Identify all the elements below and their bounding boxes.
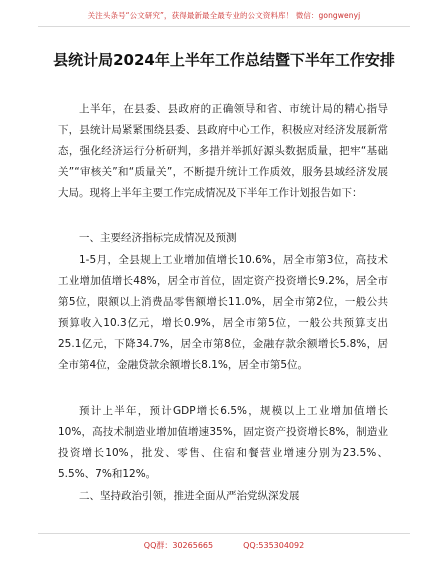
header-banner: 关注头条号“公文研究”，获得最新最全最专业的公文资料库！ 微信：gongwenyj [87,11,361,20]
section-heading-2: 二、坚持政治引领，推进全面从严治党纵深发展 [79,490,300,502]
document-title: 县统计局2024年上半年工作总结暨下半年工作安排 [53,51,395,69]
intro-paragraph: 上半年，在县委、县政府的正确领导和省、市统计局的精心指导下，县统计局紧紧围绕县委、县政府中心工作，积极应对经济发展新常态，强化经济运行分析研判，多措并举抓好源头数据质量，把牢“基础关”“审核关”和“质量关”，不断提升统计工作质效，服务县域经济发展大局。现将上半年主要工作完成情况及下半年工作计划报告如下： [58,103,388,199]
footer-qq-number: QQ:535304092 [243,541,305,550]
forecast-paragraph: 预计上半年，预计GDP增长6.5%，规模以上工业增加值增长10%，高技术制造业增加值增速35%，固定资产投资增长8%，制造业投资增长10%，批发、零售、住宿和餐营业增速分别为23.5%、5.5%、7%和12%。 [58,405,388,480]
footer [0,540,448,551]
footer-divider [38,533,410,534]
footer-qq-group: QQ群：30265665 [143,541,214,550]
header-divider [38,26,410,27]
stats-paragraph: 1-5月，全县规上工业增加值增长10.6%，居全市第3位，高技术工业增加值增长48%，居全市首位，固定资产投资增长9.2%，居全市第5位，限额以上消费品零售额增长11.0%，居全市第2位，一般公共预算收入10.3亿元，增长0.9%，居全市第5位，一般公共预算支出25.1亿元，下降34.7%，居全市第8位，金融存款余额增长5.8%，居全市第4位，金融贷款余额增长8.1%，居全市第5位。 [58,254,388,371]
section-heading-1: 一、主要经济指标完成情况及预测 [79,232,237,244]
